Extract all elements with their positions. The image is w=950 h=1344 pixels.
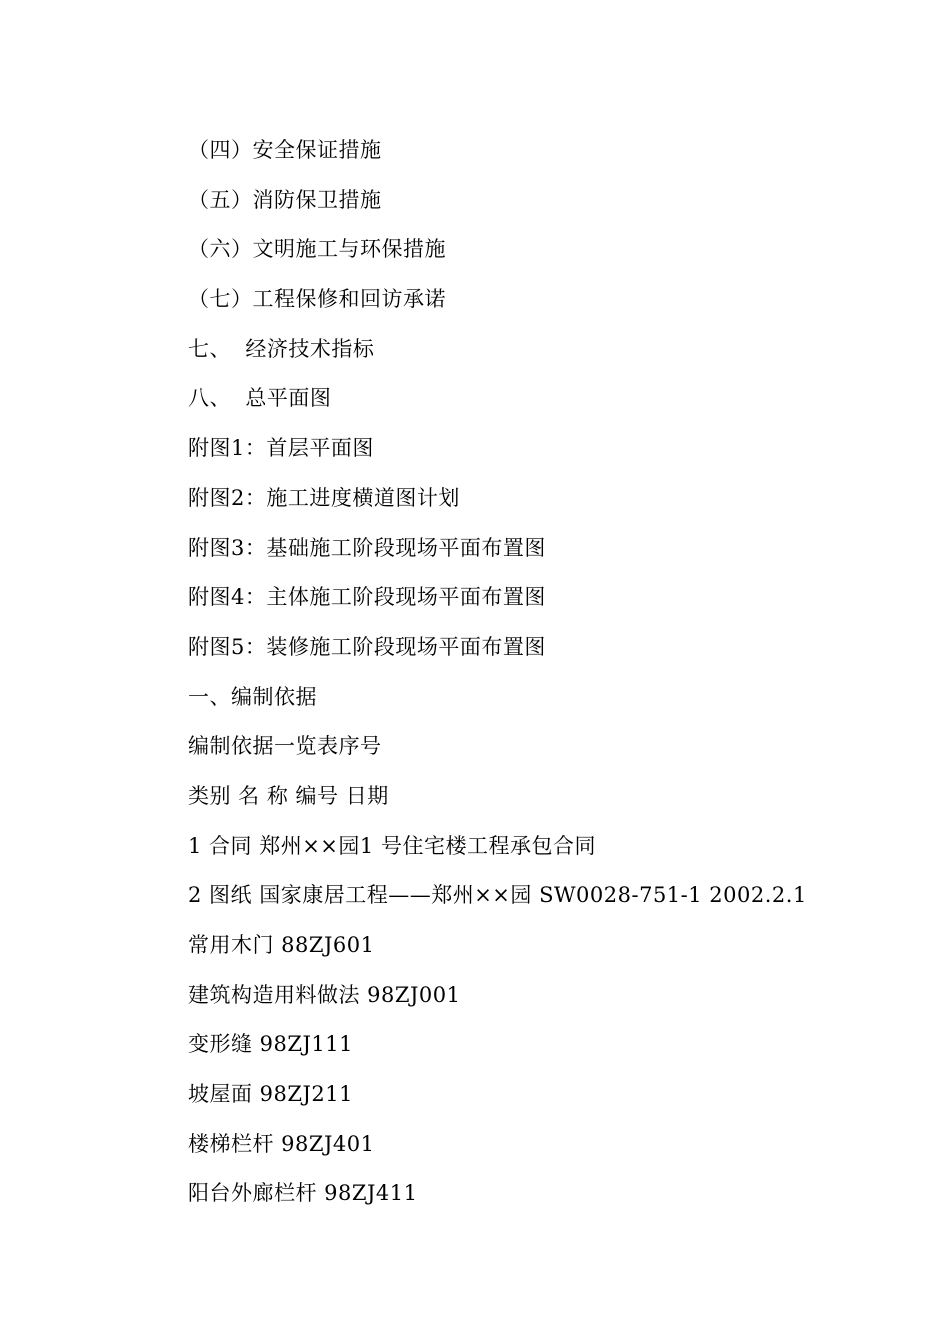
toc-attachment-2: 附图2：施工进度横道图计划 — [188, 485, 460, 510]
basis-table-title: 编制依据一览表序号 — [188, 734, 382, 759]
section-heading-basis: 一、编制依据 — [188, 684, 317, 709]
toc-item-safety: （四）安全保证措施 — [188, 138, 382, 162]
basis-table-row: 常用木门 88ZJ601 — [188, 933, 375, 957]
basis-table-header: 类别 名 称 编号 日期 — [188, 783, 389, 808]
basis-table-row: 1 合同 郑州××园1 号住宅楼工程承包合同 — [188, 833, 596, 858]
toc-section-site-plan: 八、 总平面图 — [188, 386, 332, 411]
basis-table-row: 变形缝 98ZJ111 — [188, 1032, 353, 1057]
toc-item-fire-security: （五）消防保卫措施 — [188, 187, 382, 212]
toc-item-civilized-construction: （六）文明施工与环保措施 — [188, 237, 446, 262]
basis-table-row: 2 图纸 国家康居工程——郑州××园 SW0028-751-1 2002.2.1 — [188, 883, 807, 908]
toc-attachment-5: 附图5：装修施工阶段现场平面布置图 — [188, 634, 546, 659]
basis-table-row: 建筑构造用料做法 98ZJ001 — [188, 982, 461, 1007]
basis-table-row: 坡屋面 98ZJ211 — [188, 1082, 353, 1107]
toc-attachment-1: 附图1：首层平面图 — [188, 436, 374, 461]
basis-table-row: 阳台外廊栏杆 98ZJ411 — [188, 1181, 418, 1206]
toc-attachment-4: 附图4：主体施工阶段现场平面布置图 — [188, 585, 546, 610]
toc-item-warranty: （七）工程保修和回访承诺 — [188, 287, 446, 312]
document-body — [188, 132, 908, 1225]
basis-table-row: 楼梯栏杆 98ZJ401 — [188, 1131, 375, 1156]
toc-section-economic-indicators: 七、 经济技术指标 — [188, 336, 375, 361]
toc-attachment-3: 附图3：基础施工阶段现场平面布置图 — [188, 535, 546, 560]
